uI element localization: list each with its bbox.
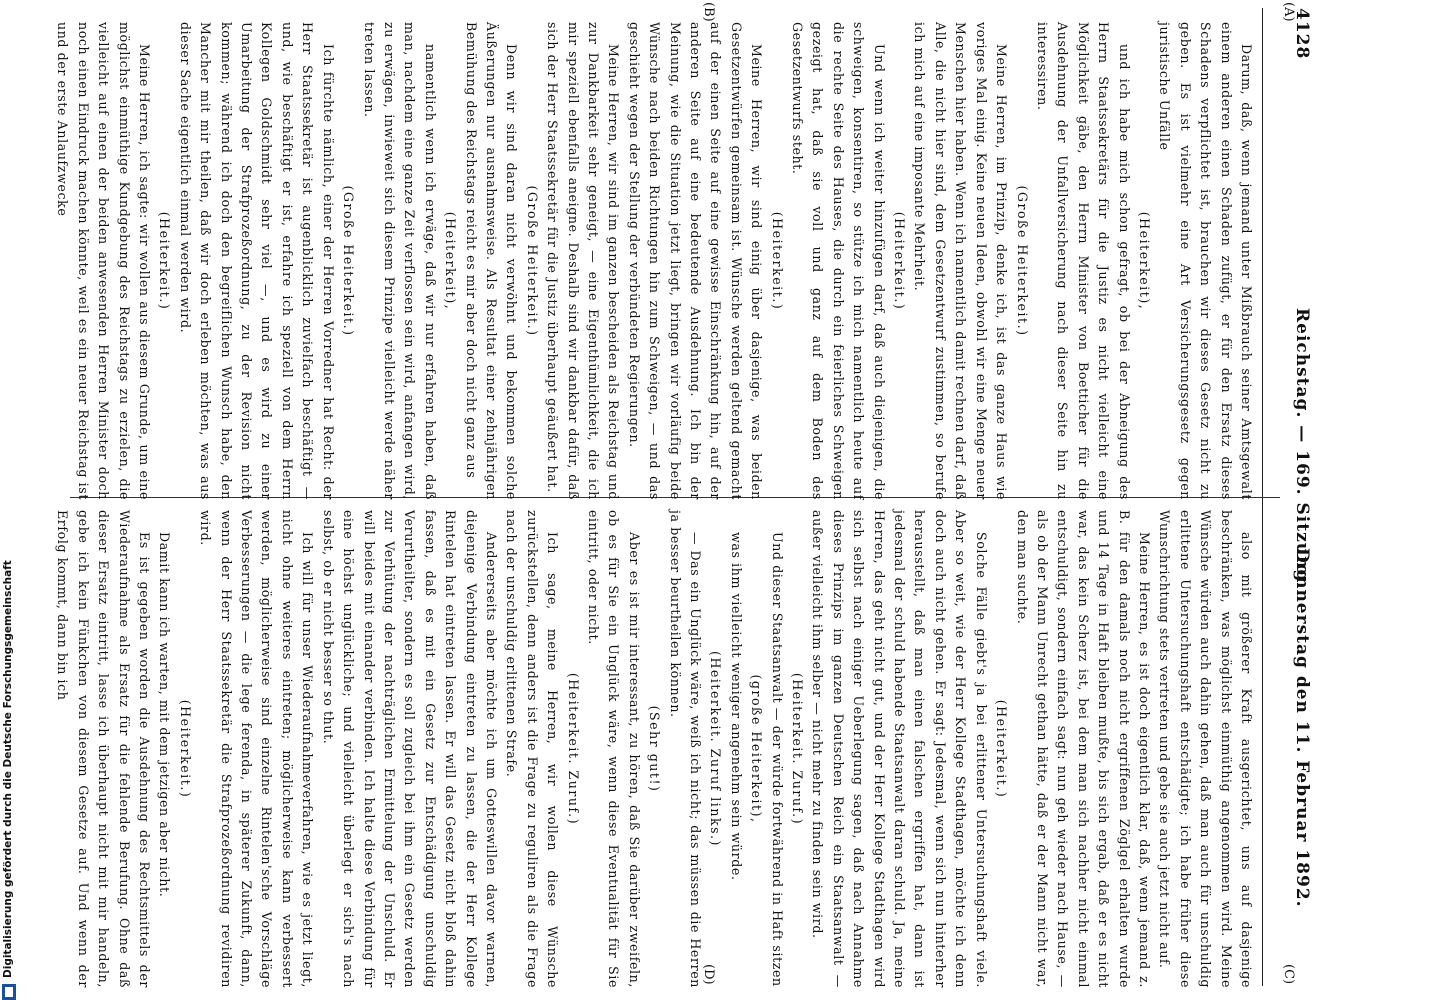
text-paragraph: Damit kann ich warten, mit dem jetzigen aber nicht. bbox=[157, 532, 173, 898]
page-header bbox=[1282, 8, 1312, 988]
remark-line: (Heiterkeit), bbox=[1136, 211, 1152, 311]
dfg-logo-mark bbox=[5, 987, 13, 997]
text-paragraph: namentlich wenn ich erwäge, daß wir nur erfahren haben, daß man, nachdem eine ganze Zeit verflossen sein wird, anfangen wird, zu erwägen, inwieweit sich diesem Prinzipe vielleicht werde näher treten lassen. bbox=[361, 22, 438, 500]
right-column bbox=[52, 510, 1256, 988]
margin-mark-a: (A) bbox=[1281, 2, 1296, 22]
text-paragraph: Aber es ist mir interessant, zu hören, daß Sie darüber zweifeln, ob es für Sie ein Unglück wäre, wenn diese Eventualität für Sie eintritt, oder nicht. bbox=[586, 510, 642, 988]
left-column bbox=[52, 22, 1256, 500]
text-paragraph: Denn wir sind daran nicht verwöhnt und bekommen solche Äußerungen nur ausnahmsweise. Als Resultat einer zehnjährigen Bemühung des Reichstags reicht es mir aber doch nicht ganz aus bbox=[463, 22, 520, 500]
text-paragraph: Ich fürchte nämlich, einer der Herren Vorredner hat Recht: der Herr Staatssekretär ist augenblicklich zuvielfach beschäftigt — und, wie beschäftigt er ist, erfahre ich speziell von dem Herrn Kollegen Goldschmidt sehr viel —, und es wird zu einer Umarbeitung der Strafprozeßordnung, zu der Revision nicht kommen; während ich doch den begreiflichen Wunsch habe, den Mancher mit mir theilen, daß wir doch erleben möchten, was aus dieser Sache eigentlich einmal werden wird. bbox=[177, 22, 336, 500]
text-paragraph: Meine Herren, wir sind im ganzen bescheiden als Reichstag und zur Dankbarkeit sehr geneigt, — eine Eigenthümlichkeit, die ich mir speziell ebenfalls aneigne. Deshalb sind wir dankbar dafür, daß sich der Herr Staatssekretär für die Justiz überhaupt geäußert hat. bbox=[545, 22, 622, 500]
text-paragraph: Solche Fälle giebt's ja bei erlittener Untersuchungshaft viele. Aber so weit, wie der Herr Kollege Stadthagen, möchte ich denn doch auch nicht gehen. Er sagt: Jedesmal, wenn sich nun hinterher herausstellt, daß man einen falschen ergriffen hat, dann ist jedesmal der schuld habende Staatsanwalt daran schuld. Ja, meine Herren, das geht nicht gut, und der Herr Kollege Stadthagen wird sich selbst nach einiger Ueberlegung sagen, daß nach Annahme dieses Prinzips im ganzen Deutschen Reich ein Staatsanwalt — außer vielleicht ihm selber — nicht mehr zu finden sein wird. bbox=[810, 510, 989, 988]
remark-line: (Heiterkeit.) bbox=[177, 699, 193, 799]
text-paragraph: Es ist gegeben worden die Ausdehnung des Rechtsmittels der Wiederaufnahme als Ersatz für die fehlende Berufung. Ohne daß dieser Ersatz eintritt, lasse ich überhaupt nicht mit mir handeln, gebe ich kein Fünkchen von diesem Gesetze auf. Und wenn der Erfolg kommt, dann bin ich bbox=[55, 510, 153, 988]
text-paragraph: Und dieser Staatsanwalt — der würde fortwährend in Haft sitzen bbox=[769, 532, 785, 987]
remark-line: (große Heiterkeit), bbox=[749, 674, 765, 824]
text-paragraph: Meine Herren, wir sind einig über dasjenige, was beiden Gesetzentwürfen gemeinsam ist. Wünsche werden geltend gemacht auf der einen Seite auf eine gewisse Einschränkung hin, auf der anderen Seite auf eine bedeutende Ausdehnung. Ich bin der Meinung, wie die Situation jetzt liegt, bringen wir vorläufig beide Wünsche nach beiden Richtungen hin zum Schweigen, — und das geschieht wegen der Stellung der verbündeten Regierungen. bbox=[626, 22, 765, 500]
margin-mark-c: (C) bbox=[1281, 964, 1296, 985]
text-paragraph: Und wenn ich weiter hinzufügen darf, daß auch diejenigen, die schweigen, konsentiren, so stütze ich mich namentlich heute auf die rechte Seite des Hauses, die durch ein feierliches Schweigen gezeigt hat, daß sie voll und ganz auf dem Boden des Gesetzentwurfs steht. bbox=[790, 22, 887, 500]
text-paragraph: Andererseits aber möchte ich um Gotteswillen davor warnen, diejenige Verbindung eintreten zu lassen, die der Herr Kollege Rintelen hat eintreten lassen. Er will das Gesetz nicht bloß dahin fassen, daß es mit ein Gesetz zur Entschädigung unschuldig Verurtheilter, sondern es soll zugleich bei ihm ein Gesetz werden zur Verhütung der nachträglichen Ermittelung der Unschuld. Er will beides mit einander verbinden. Ich halte diese Verbindung für eine höchst unglückliche; und vielleicht überlegt er sich's nach selbst, ob er nicht besser so thut. bbox=[320, 510, 499, 988]
text-paragraph: Meine Herren, im Prinzip, denke ich, ist das ganze Haus wie voriges Mal einig. Keine neuen Ideen, obwohl wir eine Menge neuer Menschen hier haben. Wenn ich namentlich damit rechnen darf, daß Alle, die nicht hier sind, dem Gesetzentwurf zustimmen, so berufe ich mich auf eine imposante Mehrheit. bbox=[912, 22, 1010, 500]
text-paragraph: also mit größerer Kraft ausgerichtet, uns auf dasjenige beschränken, was möglichst einmüthig angenommen wird. Meine Wünsche würden auch dahin gehen, daß man auch für unschuldig erlittene Untersuchungshaft entschädigte; ich habe früher diese Wunschrichtung stets vertreten und gebe sie auch jetzt nicht auf. bbox=[1157, 510, 1254, 988]
text-paragraph: Meine Herren, es ist doch eigentlich klar, daß, wenn jemand z. B. für den damals noch nicht ergriffenen Zöglgel erhalten wurde und 14 Tage in Haft bleiben mußte, bis sich ergab, daß er es nicht war, das kein Scherz ist, bei dem man sich nachher nicht einmal entschuldigt, sondern einfach sagt: nun geh wieder nach Hause, — als ob der Mann Unrecht gethan hätte, daß er der Mann nicht war, den man suchte. bbox=[1014, 510, 1152, 988]
text-paragraph: was ihm vielleicht weniger angenehm sein würde. bbox=[728, 532, 744, 881]
remark-line: (Heiterkeit.) bbox=[892, 211, 908, 311]
text-paragraph: — Das ein Unglück wäre, weiß ich nicht; das müssen die Herren ja besser beurtheilen können. bbox=[667, 510, 704, 988]
left-column-body bbox=[52, 22, 1256, 500]
remark-line: (Große Heiterkeit.) bbox=[341, 185, 357, 337]
footer-strip bbox=[0, 0, 16, 1000]
remark-line: (Heiterkeit.) bbox=[769, 211, 785, 311]
remark-line: (Große Heiterkeit.) bbox=[1014, 185, 1030, 337]
right-column-body bbox=[52, 510, 1256, 988]
remark-line: (Heiterkeit. Zuruf.) bbox=[790, 672, 806, 826]
margin-mark-b: (B) bbox=[701, 2, 716, 22]
remark-line: (Große Heiterkeit.) bbox=[524, 185, 540, 337]
remark-line: (Heiterkeit. Zuruf links.) bbox=[708, 651, 724, 847]
remark-line: (Heiterkeit.) bbox=[157, 211, 173, 311]
text-paragraph: Meine Herren, ich sagte: wir wollen aus diesem Grunde, um eine möglichst einmüthige Kundgebung des Reichstags zu erzielen, die vielleicht auf einen der beiden anwesenden Herren Minister doch noch einen Eindruck machen könnte, weil es ein neuer Reichstag ist und der erste Anlaufzwecke bbox=[55, 22, 153, 500]
page-date: Donnerstag den 11. Februar 1892. bbox=[1292, 548, 1312, 908]
dfg-logo bbox=[2, 984, 16, 1000]
text-paragraph: Ich will für unser Wiederaufnahmeverfahren, wie es jetzt liegt, nicht ohne weiteres eintreten; möglicherweise kann verbessert werden, möglicherweise sind einzelne Rintelen'sche Vorschläge Verbesserungen — die lege ferenda, in späterer Zukunft, dann, wenn der Herr Staatssekretär die Strafprozeßordnung revidiren wird. bbox=[198, 510, 316, 988]
remark-line: (Heiterkeit. Zuruf.) bbox=[565, 672, 581, 826]
remark-line: (Sehr gut!) bbox=[647, 705, 663, 793]
margin-mark-d: (D) bbox=[701, 964, 716, 985]
digitization-credit: Digitalisierung gefördert durch die Deutsche Forschungsgemeinschaft bbox=[2, 560, 14, 978]
page-title: Reichstag. — 169. Sitzung. bbox=[1292, 308, 1312, 590]
page-number: 4128 bbox=[1292, 8, 1312, 60]
text-paragraph: Ich sage, meine Herren, wir wollen diese Wünsche zurückstellen, denn anders ist die Frage zu reguliren als die Frage nach der unschuldig erlittenen Strafe. bbox=[504, 510, 561, 988]
text-paragraph: und ich habe mich schon gefragt, ob bei der Abneigung des Herrn Staatssekretärs für die Justiz es nicht vielleicht eine Möglichkeit gäbe, den Herrn Minister von Boetticher für die Ausdehnung der Unfallversicherung nach dieser Seite hin zu interessiren. bbox=[1034, 22, 1132, 500]
text-paragraph: Darum, daß, wenn jemand unter Mißbrauch seiner Amtsgewalt einem anderen einen Schaden zufügt, er für den Ersatz dieses Schadens verpflichtet ist, brauchen wir dieses Gesetz nicht zu geben. Es ist vielmehr eine Art Versicherungsgesetz gegen juristische Unfälle bbox=[1157, 22, 1254, 500]
remark-line: (Heiterkeit), bbox=[443, 211, 459, 311]
remark-line: (Heiterkeit.) bbox=[994, 699, 1010, 799]
